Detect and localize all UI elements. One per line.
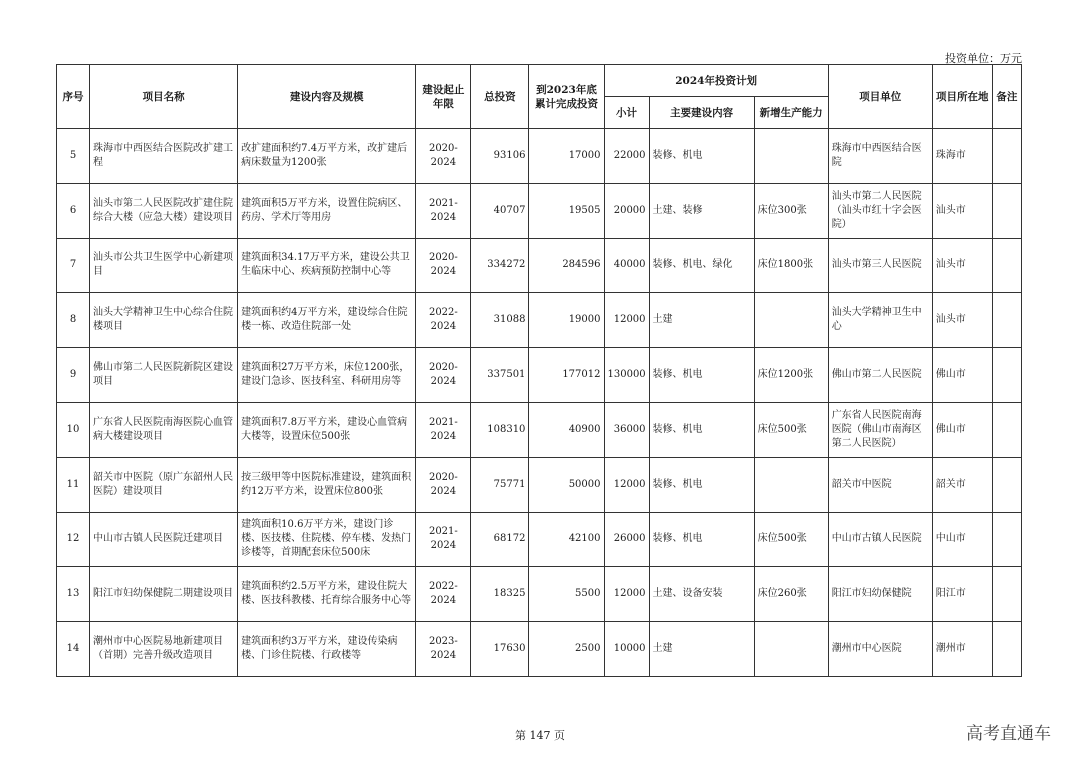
cell-cumulative-investment: 40900 [529,402,604,457]
cell-main-content: 土建、设备安装 [649,567,754,622]
cell-total-investment: 75771 [471,457,529,512]
cell-seq: 5 [57,129,90,184]
cell-location: 珠海市 [932,129,992,184]
header-seq: 序号 [57,65,90,129]
cell-content-scale: 建筑面积10.6万平方米，建设门诊楼、医技楼、住院楼、停车楼、发热门诊楼等，首期配套床位500床 [238,512,416,567]
table-row [57,238,1022,293]
cell-new-capacity: 床位500张 [754,512,828,567]
cell-seq: 11 [57,457,90,512]
cell-project-name: 汕头市公共卫生医学中心新建项目 [90,238,238,293]
cell-total-investment: 334272 [471,238,529,293]
cell-note [992,183,1021,238]
cell-project-unit: 珠海市中西医结合医院 [828,129,932,184]
cell-new-capacity [754,457,828,512]
cell-project-name: 广东省人民医院南海医院心血管病大楼建设项目 [90,402,238,457]
cell-cumulative-investment: 177012 [529,348,604,403]
cell-main-content: 土建 [649,622,754,677]
cell-new-capacity [754,129,828,184]
cell-main-content: 装修、机电、绿化 [649,238,754,293]
cell-subtotal: 26000 [604,512,649,567]
cell-project-unit: 中山市古镇人民医院 [828,512,932,567]
cell-main-content: 土建 [649,293,754,348]
cell-content-scale: 建筑面积5万平方米，设置住院病区、药房、学术厅等用房 [238,183,416,238]
cell-period: 2023-2024 [416,622,471,677]
cell-project-name: 中山市古镇人民医院迁建项目 [90,512,238,567]
cell-period: 2020-2024 [416,238,471,293]
header-period: 建设起止年限 [416,65,471,129]
cell-period: 2022-2024 [416,567,471,622]
table-row [57,457,1022,512]
table-row [57,348,1022,403]
cell-project-unit: 汕头市第二人民医院（汕头市红十字会医院） [828,183,932,238]
cell-total-investment: 68172 [471,512,529,567]
cell-project-unit: 广东省人民医院南海医院（佛山市南海区第二人民医院） [828,402,932,457]
cell-project-unit: 汕头市第三人民医院 [828,238,932,293]
cell-new-capacity: 床位1200张 [754,348,828,403]
header-new-capacity: 新增生产能力 [754,97,828,129]
cell-cumulative-investment: 284596 [529,238,604,293]
cell-period: 2022-2024 [416,293,471,348]
header-row-1 [57,65,1022,97]
cell-seq: 13 [57,567,90,622]
cell-new-capacity [754,293,828,348]
cell-note [992,238,1021,293]
header-plan-2024: 2024年投资计划 [604,65,828,97]
cell-content-scale: 建筑面积34.17万平方米，建设公共卫生临床中心、疾病预防控制中心等 [238,238,416,293]
cell-location: 韶关市 [932,457,992,512]
cell-total-investment: 108310 [471,402,529,457]
header-project-unit: 项目单位 [828,65,932,129]
cell-project-name: 汕头市第二人民医院改扩建住院综合大楼（应急大楼）建设项目 [90,183,238,238]
table-row [57,183,1022,238]
cell-project-name: 潮州市中心医院易地新建项目（首期）完善升级改造项目 [90,622,238,677]
cell-subtotal: 10000 [604,622,649,677]
cell-total-investment: 337501 [471,348,529,403]
cell-new-capacity: 床位1800张 [754,238,828,293]
table-row [57,402,1022,457]
cell-project-name: 汕头大学精神卫生中心综合住院楼项目 [90,293,238,348]
cell-subtotal: 12000 [604,567,649,622]
cell-total-investment: 40707 [471,183,529,238]
cell-total-investment: 93106 [471,129,529,184]
cell-subtotal: 130000 [604,348,649,403]
cell-seq: 10 [57,402,90,457]
cell-cumulative-investment: 19505 [529,183,604,238]
cell-project-name: 阳江市妇幼保健院二期建设项目 [90,567,238,622]
cell-location: 佛山市 [932,348,992,403]
cell-main-content: 装修、机电 [649,129,754,184]
cell-content-scale: 建筑面积约2.5万平方米，建设住院大楼、医技科教楼、托育综合服务中心等 [238,567,416,622]
cell-location: 中山市 [932,512,992,567]
cell-project-name: 韶关市中医院（原广东韶州人民医院）建设项目 [90,457,238,512]
cell-subtotal: 40000 [604,238,649,293]
cell-period: 2020-2024 [416,348,471,403]
cell-seq: 12 [57,512,90,567]
header-note: 备注 [992,65,1021,129]
cell-new-capacity [754,622,828,677]
investment-plan-table [56,64,1022,677]
cell-note [992,457,1021,512]
cell-new-capacity: 床位500张 [754,402,828,457]
cell-project-unit: 韶关市中医院 [828,457,932,512]
header-project-name: 项目名称 [90,65,238,129]
cell-content-scale: 建筑面积约4万平方米，建设综合住院楼一栋、改造住院部一处 [238,293,416,348]
cell-period: 2021-2024 [416,183,471,238]
cell-note [992,129,1021,184]
cell-total-investment: 31088 [471,293,529,348]
table-row [57,567,1022,622]
cell-content-scale: 按三级甲等中医院标准建设，建筑面积约12万平方米，设置床位800张 [238,457,416,512]
cell-location: 汕头市 [932,183,992,238]
cell-cumulative-investment: 2500 [529,622,604,677]
cell-main-content: 土建、装修 [649,183,754,238]
cell-subtotal: 20000 [604,183,649,238]
cell-location: 汕头市 [932,238,992,293]
cell-seq: 8 [57,293,90,348]
header-location: 项目所在地 [932,65,992,129]
header-total-investment: 总投资 [471,65,529,129]
cell-note [992,348,1021,403]
cell-project-unit: 佛山市第二人民医院 [828,348,932,403]
header-subtotal: 小计 [604,97,649,129]
cell-cumulative-investment: 42100 [529,512,604,567]
cell-subtotal: 12000 [604,293,649,348]
cell-note [992,622,1021,677]
cell-note [992,512,1021,567]
cell-project-name: 佛山市第二人民医院新院区建设项目 [90,348,238,403]
cell-new-capacity: 床位260张 [754,567,828,622]
watermark: 高考直通车 [966,724,1051,744]
cell-period: 2021-2024 [416,512,471,567]
cell-content-scale: 建筑面积约3万平方米，建设传染病楼、门诊住院楼、行政楼等 [238,622,416,677]
cell-content-scale: 改扩建面积约7.4万平方米，改扩建后病床数量为1200张 [238,129,416,184]
cell-location: 阳江市 [932,567,992,622]
investment-unit-label: 投资单位：万元 [945,52,1022,65]
cell-cumulative-investment: 19000 [529,293,604,348]
cell-project-unit: 汕头大学精神卫生中心 [828,293,932,348]
cell-period: 2021-2024 [416,402,471,457]
cell-location: 佛山市 [932,402,992,457]
cell-subtotal: 36000 [604,402,649,457]
cell-seq: 14 [57,622,90,677]
cell-total-investment: 18325 [471,567,529,622]
cell-subtotal: 22000 [604,129,649,184]
cell-location: 汕头市 [932,293,992,348]
cell-subtotal: 12000 [604,457,649,512]
cell-note [992,293,1021,348]
cell-period: 2020-2024 [416,457,471,512]
cell-main-content: 装修、机电 [649,402,754,457]
cell-main-content: 装修、机电 [649,457,754,512]
cell-main-content: 装修、机电 [649,512,754,567]
cell-period: 2020-2024 [416,129,471,184]
cell-seq: 9 [57,348,90,403]
cell-seq: 6 [57,183,90,238]
cell-cumulative-investment: 17000 [529,129,604,184]
table-row [57,512,1022,567]
cell-note [992,567,1021,622]
cell-content-scale: 建筑面积27万平方米，床位1200张，建设门急诊、医技科室、科研用房等 [238,348,416,403]
cell-seq: 7 [57,238,90,293]
cell-cumulative-investment: 5500 [529,567,604,622]
cell-project-unit: 潮州市中心医院 [828,622,932,677]
cell-project-name: 珠海市中西医结合医院改扩建工程 [90,129,238,184]
header-content-scale: 建设内容及规模 [238,65,416,129]
table-row [57,129,1022,184]
page-number: 第 147 页 [515,729,565,742]
cell-note [992,402,1021,457]
cell-location: 潮州市 [932,622,992,677]
cell-content-scale: 建筑面积7.8万平方米，建设心血管病大楼等，设置床位500张 [238,402,416,457]
cell-cumulative-investment: 50000 [529,457,604,512]
header-main-content: 主要建设内容 [649,97,754,129]
header-cumulative-investment: 到2023年底累计完成投资 [529,65,604,129]
cell-project-unit: 阳江市妇幼保健院 [828,567,932,622]
table-row [57,622,1022,677]
cell-new-capacity: 床位300张 [754,183,828,238]
cell-main-content: 装修、机电 [649,348,754,403]
cell-total-investment: 17630 [471,622,529,677]
table-row [57,293,1022,348]
